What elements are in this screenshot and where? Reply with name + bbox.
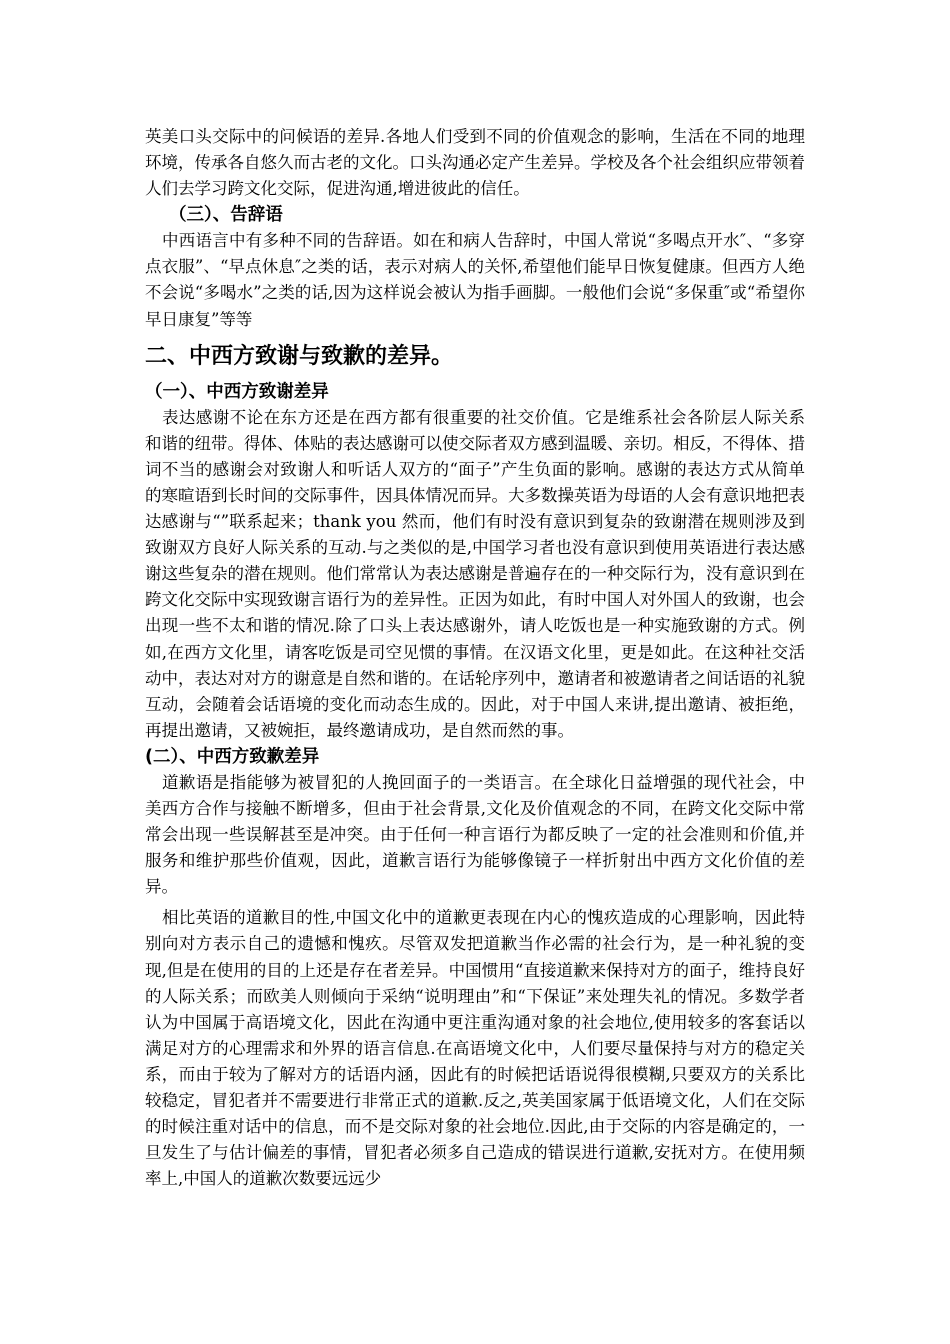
heading-thanks: （一）、中西方致谢差异: [145, 381, 329, 402]
paragraph-apology-2: 相比英语的道歉目的性,中国文化中的道歉更表现在内心的愧疚造成的心理影响，因此特别向对方表示自己的遗憾和愧疚。尽管双发把道歉当作必需的社会行为，是一种礼貌的变现,但是在使用的目的上还是存在者差异。中国惯用“直接道歉来保持对方的面子，维持良好的人际关系；而欧美人则倾向于采纳“说明理由”和“下保证”来处理失礼的情况。多数学者认为中国属于高语境文化，因此在沟通中更注重沟通对象的社会地位,使用较多的客套话以满足对方的心理需求和外界的语言信息.在高语境文化中，人们要尽量保持与对方的稳定关系，而由于较为了解对方的话语内涵，因此有的时候把话语说得很模糊,只要双方的关系比较稳定，冒犯者并不需要进行非常正式的道歉.反之,英美国家属于低语境文化，人们在交际的时候注重对话中的信息，而不是交际对象的社会地位.因此,由于交际的内容是确定的，一旦发生了与估计偏差的事情，冒犯者必须多自己造成的错误进行道歉,安抚对方。在使用频率上,中国人的道歉次数要远远少: [145, 908, 805, 1189]
paragraph-apology-1: 道歉语是指能够为被冒犯的人挽回面子的一类语言。在全球化日益增强的现代社会，中美西方合作与接触不断增多，但由于社会背景,文化及价值观念的不同，在跨文化交际中常常会出现一些误解甚至是冲突。由于任何一种言语行为都反映了一定的社会准则和价值,并服务和维护那些价值观，因此，道歉言语行为能够像镜子一样折射出中西方文化价值的差异。: [145, 772, 805, 897]
section-heading-2: 二、中西方致谢与致歉的差异。: [145, 343, 454, 369]
paragraph-thanks: 表达感谢不论在东方还是在西方都有很重要的社交价值。它是维系社会各阶层人际关系和谐的纽带。得体、体贴的表达感谢可以使交际者双方感到温暖、亲切。相反，不得体、措词不当的感谢会对致谢人和听话人双方的“面子”产生负面的影响。感谢的表达方式从简单的寒暄语到长时间的交际事件，因具体情况而异。大多数操英语为母语的人会有意识地把表达感谢与“”联系起来；thank you 然而，他们有时没有意识到复杂的致谢潜在规则涉及到致谢双方良好人际关系的互动.与之类似的是,中国学习者也没有意识到使用英语进行表达感谢这些复杂的潜在规则。他们常常认为表达感谢是普遍存在的一种交际行为，没有意识到在跨文化交际中实现致谢言语行为的差异性。正因为如此，有时中国人对外国人的致谢，也会出现一些不太和谐的情况.除了口头上表达感谢外，请人吃饭也是一种实施致谢的方式。例如,在西方文化里，请客吃饭是司空见惯的事情。在汉语文化里，更是如此。在这种社交活动中，表达对对方的谢意是自然和谐的。在话轮序列中，邀请者和被邀请者之间话语的礼貌互动，会随着会话语境的变化而动态生成的。因此，对于中国人来讲,提出邀请、被拒绝，再提出邀请，又被婉拒，最终邀请成功，是自然而然的事。: [145, 407, 805, 740]
paragraph-farewell: 中西语言中有多种不同的告辞语。如在和病人告辞时，中国人常说“多喝点开水″、“多穿点衣服”、“早点休息″之类的话，表示对病人的关怀,希望他们能早日恢复健康。但西方人绝不会说“多喝水”之类的话,因为这样说会被认为指手画脚。一般他们会说“多保重″或“希望你早日康复”等等: [145, 231, 805, 329]
document-body: [145, 124, 805, 1192]
heading-apology: (二）、中西方致歉差异: [145, 746, 320, 767]
paragraph-intro: 英美口头交际中的问候语的差异.各地人们受到不同的价值观念的影响，生活在不同的地理环境，传承各自悠久而古老的文化。口头沟通必定产生差异。学校及各个社会组织应带领着人们去学习跨文化交际，促进沟通,增进彼此的信任。: [145, 127, 805, 199]
heading-farewell: （三）、告辞语: [169, 205, 283, 226]
